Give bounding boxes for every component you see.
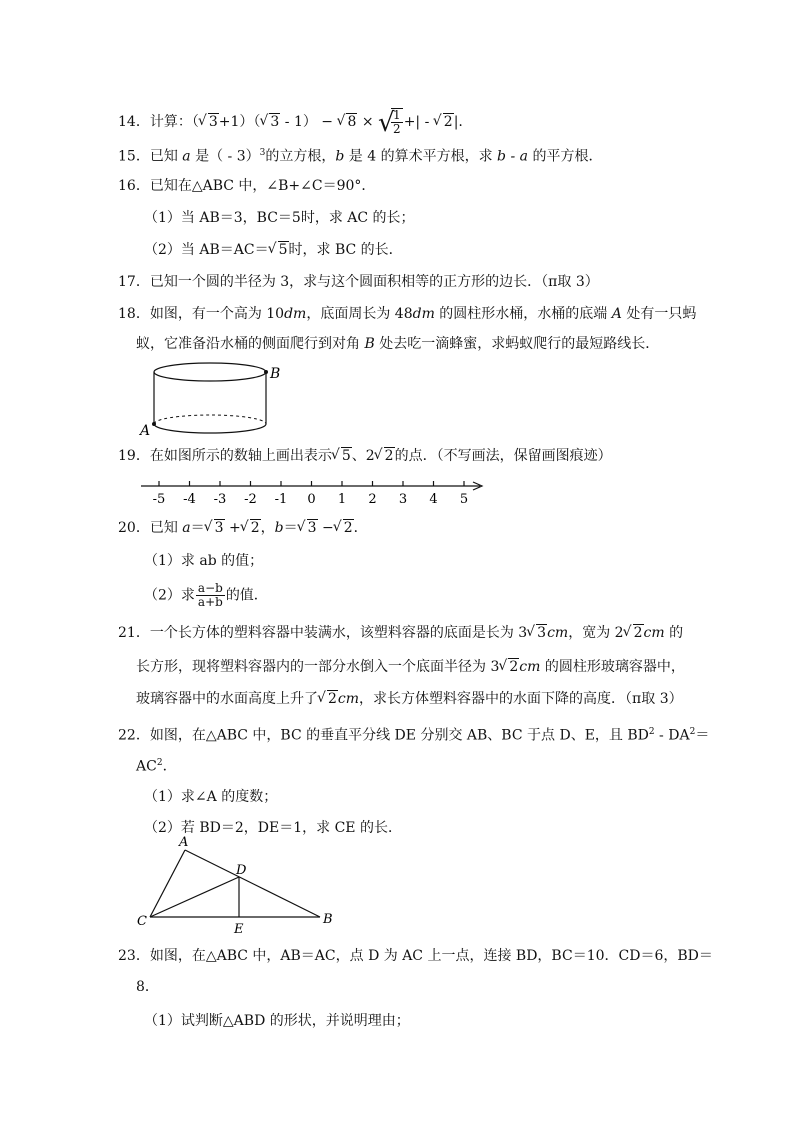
number-line-tick-label: 3	[398, 492, 408, 507]
sqrt: √ 2	[499, 656, 519, 678]
number-line-tick-label: -5	[152, 492, 166, 507]
number-line-tick-label: -1	[274, 492, 288, 507]
number-line-tick-label: -2	[244, 492, 257, 507]
question-20-part-1: （1）求 ab 的值；	[144, 553, 264, 569]
question-23-line-1: 23．如图，在△ABC 中，AB＝AC，点 D 为 AC 上一点，连接 BD，BC＝10．CD＝6，BD＝	[118, 948, 713, 964]
sqrt: √ 5	[269, 239, 289, 261]
question-16-part-1: （1）当 AB＝3，BC＝5时，求 AC 的长；	[144, 210, 415, 226]
cylinder-figure	[130, 358, 290, 440]
sqrt: √ 2	[334, 517, 354, 539]
label-a: A	[140, 423, 151, 439]
sqrt: √ 3	[205, 517, 225, 539]
number-line-tick-label: -4	[183, 492, 196, 507]
fraction: $\frac{a-b}{a+b}$	[197, 581, 223, 609]
question-18-line-2: 蚁，它准备沿水桶的侧面爬行到对角 B 处去吃一滴蜂蜜，求蚂蚁爬行的最短路线长．	[136, 336, 660, 352]
label-d: D	[236, 863, 247, 878]
question-21-line-1: 21．一个长方体的塑料容器中装满水，该塑料容器的底面是长为 3√ 3cm，宽为 2√ 2cm 的	[118, 622, 683, 644]
label-c: C	[137, 914, 147, 929]
question-23-line-2: 8．	[136, 979, 159, 995]
sqrt-fraction: √ $\frac{1}{2}$	[378, 108, 404, 136]
question-15: 15．已知 a 是（ - 3）$^3$的立方根，b 是 4 的算术平方根，求 b - a 的平方根．	[118, 148, 603, 165]
sqrt: √ 5	[332, 445, 352, 467]
sqrt: √ 2	[375, 445, 395, 467]
question-23-part-1: （1）试判断△ABD 的形状，并说明理由；	[144, 1013, 410, 1029]
label-e: E	[234, 922, 244, 936]
number-line-tick-label: 5	[459, 492, 469, 507]
number-line-tick-label: 1	[337, 492, 347, 507]
question-22-part-2: （2）若 BD＝2，DE＝1，求 CE 的长．	[144, 820, 402, 836]
question-19: 19．在如图所示的数轴上画出表示√ 5、2√ 2的点．（不写画法，保留画图痕迹）	[118, 445, 612, 467]
triangle-figure	[132, 832, 342, 936]
sqrt: √ 8	[337, 111, 357, 133]
question-20-part-2: （2）求 $\frac{a-b}{a+b}$ 的值．	[144, 581, 268, 609]
sqrt: √ 3	[260, 111, 280, 133]
sqrt: √ 3	[527, 622, 547, 644]
label-b: B	[323, 912, 333, 927]
sqrt: √ 2	[318, 688, 338, 710]
sqrt: √ 3	[298, 517, 318, 539]
question-21-line-2: 长方形，现将塑料容器内的一部分水倒入一个底面半径为 3√ 2cm 的圆柱形玻璃容器中，	[136, 656, 685, 678]
question-22-part-1: （1）求∠A 的度数；	[144, 789, 278, 805]
question-18-line-1: 18．如图，有一个高为 10dm，底面周长为 48dm 的圆柱形水桶，水桶的底端 A 处有一只蚂	[118, 306, 697, 322]
sqrt: √ 2	[624, 622, 644, 644]
sqrt: √ 2	[434, 111, 454, 133]
question-16-stem: 16．已知在△ABC 中，∠B+∠C＝90°．	[118, 178, 376, 194]
question-21-line-3: 玻璃容器中的水面高度上升了√ 2cm，求长方体塑料容器中的水面下降的高度．（π取 3）	[136, 688, 683, 710]
question-17: 17．已知一个圆的半径为 3，求与这个圆面积相等的正方形的边长．（π取 3）	[118, 274, 599, 290]
question-20: 20．已知 a＝√ 3 +√ 2，b＝√ 3 −√ 2．	[118, 517, 368, 539]
number-line-tick-label: 4	[429, 492, 438, 507]
number-line-tick-label: 0	[307, 492, 316, 507]
label-a: A	[179, 835, 189, 850]
question-16-part-2: （2）当 AB＝AC＝√ 5时，求 BC 的长．	[144, 239, 403, 261]
label-b: B	[270, 366, 281, 382]
number-line-tick-label: 2	[368, 492, 377, 507]
number-line-tick-label: -3	[213, 492, 227, 507]
question-22-line-2: $AC^2$．	[136, 758, 177, 775]
sqrt: √ 3	[199, 111, 219, 133]
sqrt: √ 2	[241, 517, 261, 539]
question-14: 14．计算：（√ 3+1）（√ 3 - 1） − √ 8 × √ $\frac{1}{2}$ +| - √ 2|.	[118, 108, 463, 136]
number-line	[135, 476, 495, 508]
question-22-line-1: 22．如图，在△ABC 中，BC 的垂直平分线 DE 分别交 AB、BC 于点 D、E，且 $BD^2 - DA^2=$	[118, 727, 710, 744]
